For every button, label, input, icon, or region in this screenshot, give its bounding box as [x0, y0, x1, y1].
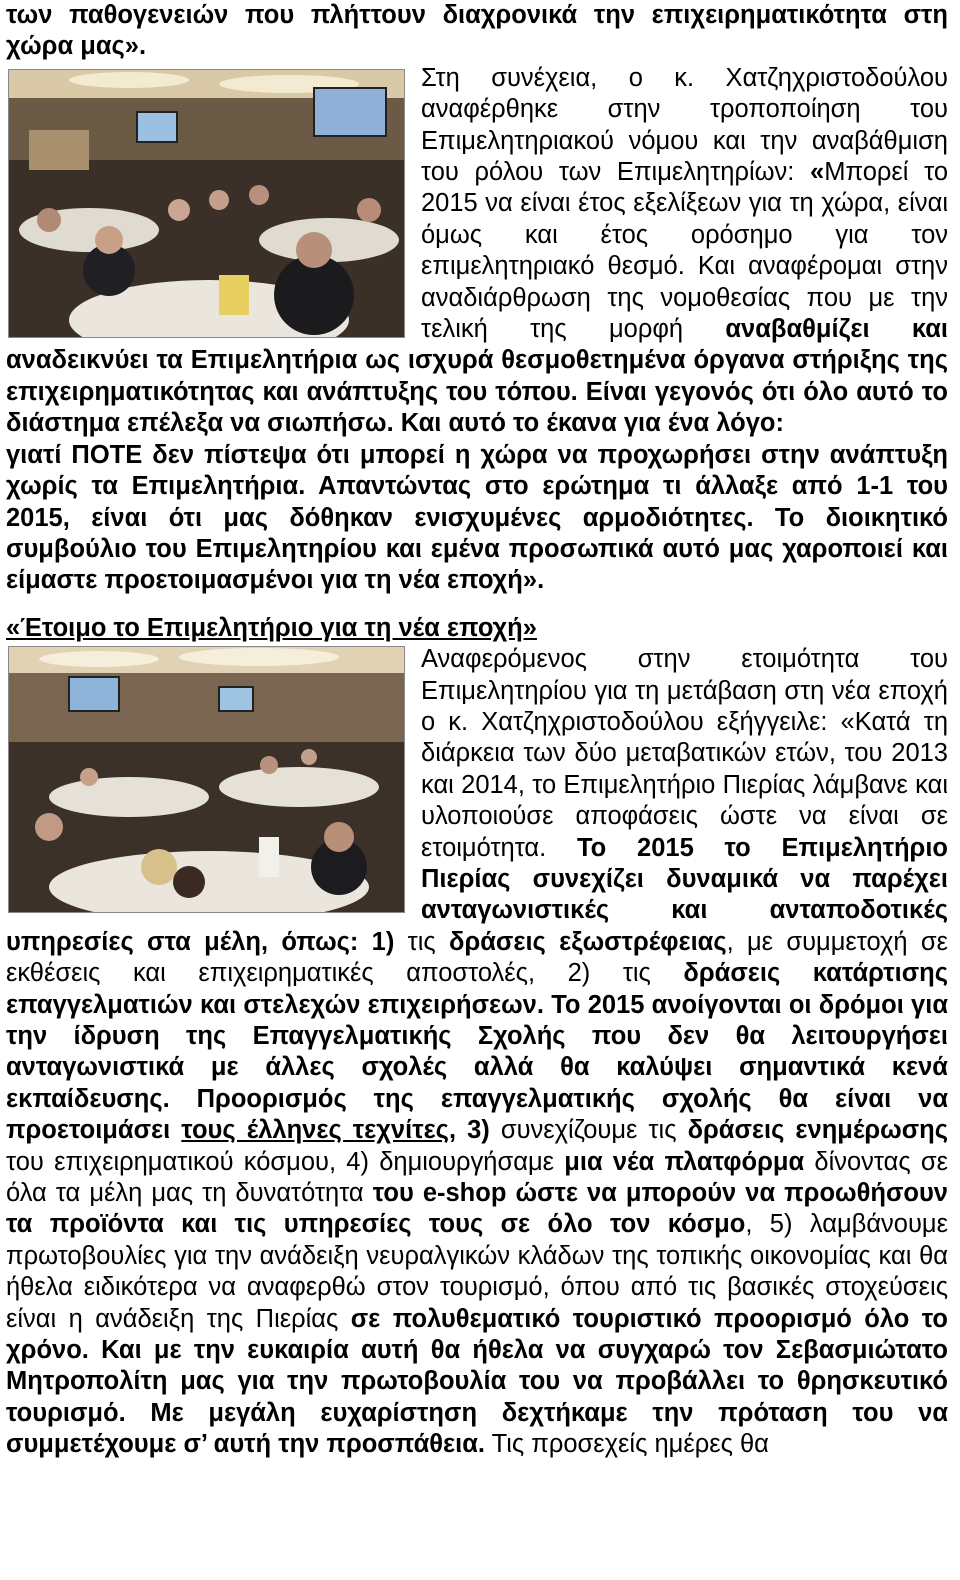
para-new-era-b8: σε πολυθεματικό τουριστικό προορισμό όλο το χρόνο. Και με την ευκαιρία αυτή θα ήθελα να συγχαρώ τον Σεβασμιώτατο Μητροπολίτη μας για την πρωτοβουλία του να προβάλλει το θρησκευτικό τουρισμό. Με μεγάλη ευχαρίστηση δεχτήκαμε την πρόταση του να συμμετέχουμε σ’ αυτή την προσπάθεια. [6, 1304, 948, 1459]
banquet-tables-photo [9, 647, 404, 912]
para-new-era-b7: του e-shop ώστε να μπορούν να προωθήσουν τα προϊόντα και τις υπηρεσίες τους σε όλο τον κόσμο [6, 1179, 948, 1239]
para-new-era-t1: Αναφερόμενος στην ετοιμότητα του Επιμελητηρίου για τη μετάβαση στη νέα εποχή ο κ. Χατζηχριστοδούλου εξήγγειλε: «Κατά τη διάρκεια των δύο μεταβατικών ετών, του 2013 και 2014, το Επιμελητήριο Πιερίας λάμβανε και υλοποιούσε αποφάσεις ώστε να είναι σε ετοιμότητα. [421, 645, 948, 862]
para-new-era-t6: δίνοντας σε όλα τα μέλη μας τη δυνατότητα [6, 1147, 949, 1208]
para-reform-t1: Στη συνέχεια, ο κ. Χατζηχριστοδούλου αναφέρθηκε στην τροποποίηση του Επιμελητηριακού νόμου και την αναβάθμιση του ρόλου των Επιμελητηρίων: [421, 63, 948, 187]
para-new-era-t2: τις [394, 927, 449, 956]
intro-tail-text: των παθογενειών που πλήττουν διαχρονικά την επιχειρηματικότητα στη χώρα μας». [6, 1, 948, 61]
intro-tail-paragraph [6, 0, 948, 63]
para-new-era-t5: του επιχειρηματικού κόσμου, 4) δημιουργήσαμε [6, 1147, 565, 1176]
para-reform-b1: « [810, 158, 825, 187]
para-reform-b3: γιατί ΠΟΤΕ δεν πίστεψα ότι μπορεί η χώρα να προχωρήσει στην ανάπτυξη χωρίς τα Επιμελητήρια. Απαντώντας στο ερώτημα τι άλλαξε από 1-1 του 2015, είναι ότι μας δόθηκαν ενισχυμένες αρμοδιότητες. Το διοικητικό συμβούλιο του Επιμελητηρίου και εμένα προσωπικά αυτό μας χαροποιεί και είμαστε προετοιμασμένοι για τη νέα εποχή». [6, 440, 948, 595]
para-new-era-b5: δράσεις ενημέρωσης [687, 1116, 948, 1145]
para-new-era-b1: Το 2015 το Επιμελητήριο Πιερίας συνεχίζει δυναμικά να παρέχει ανταγωνιστικές και ανταποδοτικές υπηρεσίες στα μέλη, όπως: 1) [6, 833, 948, 956]
banquet-hall-photo [9, 70, 404, 337]
para-new-era-t8: Τις προσεχείς ημέρες θα [484, 1430, 769, 1459]
section-heading: «Έτοιμο το Επιμελητήριο για τη νέα εποχή» [6, 613, 537, 642]
event-photo-1 [8, 69, 405, 338]
para-reform-b2: αναβαθμίζει και αναδεικνύει τα Επιμελητήρια ως ισχυρά θεσμοθετημένα όργανα στήριξης της επιχειρηματικότητας και ανάπτυξης του τόπου. Είναι γεγονός ότι όλο αυτό το διάστημα επέλεξα να σιωπήσω. Και αυτό το έκανα για ένα λόγο: [6, 315, 948, 438]
para-new-era-b6: μια νέα πλατφόρμα [564, 1147, 805, 1176]
para-new-era-b3u: τους έλληνες τεχνίτες [181, 1116, 449, 1145]
para-new-era-b2: δράσεις εξωστρέφειας [449, 927, 727, 956]
para-new-era-t7: , 5) λαμβάνουμε πρωτοβουλίες για την ανάδειξη νευραλγικών κλάδων της τοπικής οικονομίας και θα ήθελα ειδικότερα να αναφερθώ στον τουρισμό, όπου από τις βασικές στοχεύσεις είναι η ανάδειξη της Πιερίας [6, 1210, 948, 1333]
para-reform-t2: Μπορεί το 2015 να είναι έτος εξελίξεων για τη χώρα, είναι όμως και έτος ορόσημο για τον επιμελητηριακό θεσμό. Και αναφέρομαι στην αναδιάρθρωση της νομοθεσίας που με την τελική της μορφή [421, 158, 948, 344]
para-new-era-b4: , 3) [448, 1116, 490, 1145]
para-new-era-t3: , με συμμετοχή σε εκθέσεις και επιχειρηματικές αποστολές, 2) τις [6, 927, 948, 988]
para-new-era-b3: δράσεις κατάρτισης επαγγελματιών και στελεχών επιχειρήσεων. Το 2015 ανοίγονται οι δρόμοι για την ίδρυση της Επαγγελματικής Σχολής που δεν θα λειτουργήσει ανταγωνιστικά με άλλες σχολές αλλά θα καλύψει σημαντικά κενά εκπαίδευσης. Προορισμός της επαγγελματικής σχολής θα είναι να προετοιμάσει [6, 959, 948, 1145]
para-new-era-t4: συνεχίζουμε τις [489, 1116, 688, 1145]
event-photo-2 [8, 646, 405, 913]
